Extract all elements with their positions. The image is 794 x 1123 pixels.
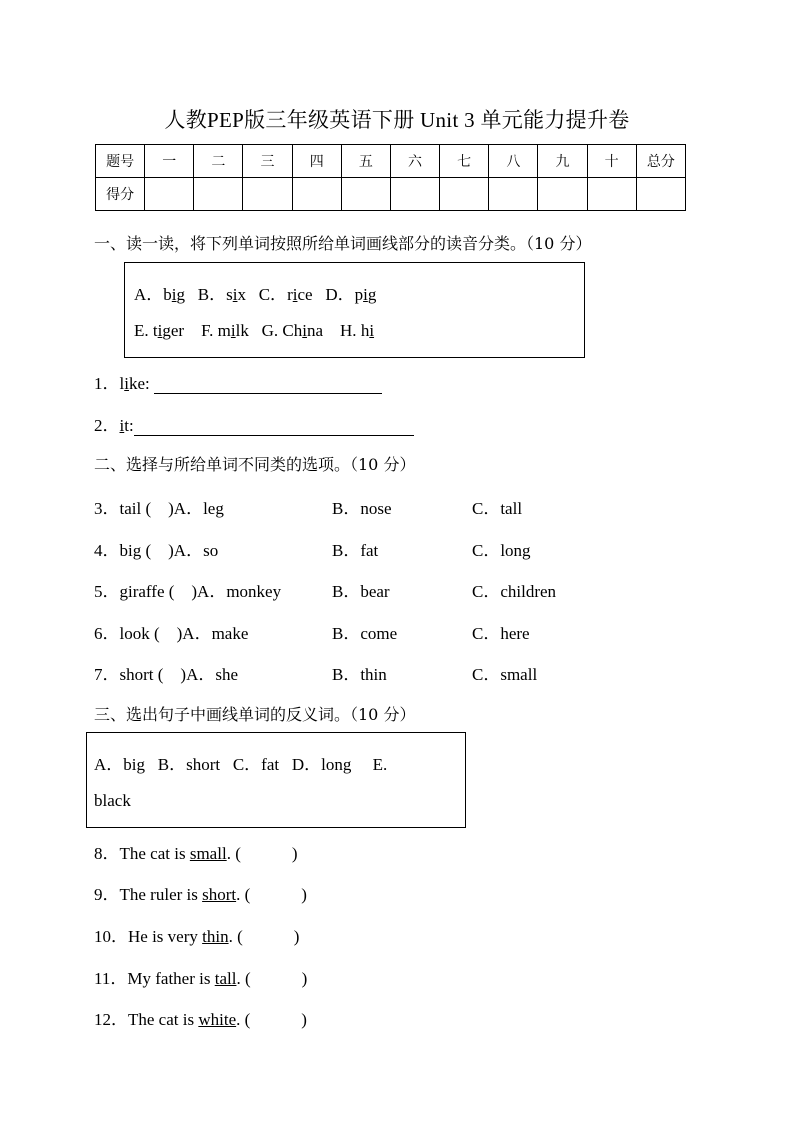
question-11: 11．My father is tall. ( ) bbox=[94, 969, 308, 988]
option-a: A．big bbox=[134, 285, 186, 304]
score-cell: 七 bbox=[440, 145, 489, 178]
score-input-cell[interactable] bbox=[292, 178, 341, 211]
option-b: B．six bbox=[197, 285, 246, 304]
antonym-bank-line-1: A．big B．short C．fat D．long E. bbox=[94, 755, 388, 774]
option-h: H. hi bbox=[340, 321, 375, 340]
question-1: 1．like: bbox=[94, 369, 382, 394]
score-input-cell[interactable] bbox=[538, 178, 587, 211]
score-table-header-row bbox=[96, 145, 686, 178]
answer-blank-2[interactable] bbox=[134, 417, 414, 436]
score-input-cell[interactable] bbox=[587, 178, 636, 211]
score-input-cell[interactable] bbox=[341, 178, 390, 211]
score-input-cell[interactable] bbox=[489, 178, 538, 211]
question-10: 10．He is very thin. ( ) bbox=[94, 927, 300, 946]
score-input-cell[interactable] bbox=[636, 178, 685, 211]
option-c: C．rice bbox=[258, 285, 313, 304]
score-cell: 题号 bbox=[96, 145, 145, 178]
section1-heading: 一、读一读，将下列单词按照所给单词画线部分的读音分类。（10 分） bbox=[94, 234, 592, 253]
score-input-cell[interactable] bbox=[440, 178, 489, 211]
antonym-bank-line-2: black bbox=[94, 791, 131, 810]
score-row-label: 得分 bbox=[96, 178, 145, 211]
antonym-bank-box bbox=[86, 732, 466, 828]
page-title: 人教PEP版三年级英语下册 Unit 3 单元能力提升卷 bbox=[164, 108, 630, 132]
score-input-cell[interactable] bbox=[390, 178, 439, 211]
score-cell: 十 bbox=[587, 145, 636, 178]
score-input-cell[interactable] bbox=[243, 178, 292, 211]
word-bank-box bbox=[124, 262, 585, 358]
question-9: 9．The ruler is short. ( ) bbox=[94, 885, 307, 904]
score-cell: 五 bbox=[341, 145, 390, 178]
question-12: 12．The cat is white. ( ) bbox=[94, 1010, 307, 1029]
score-cell: 九 bbox=[538, 145, 587, 178]
answer-blank-1[interactable] bbox=[154, 375, 382, 394]
question-2: 2．it: bbox=[94, 411, 414, 436]
score-input-cell[interactable] bbox=[194, 178, 243, 211]
option-e: E. tiger bbox=[134, 321, 185, 340]
score-cell: 八 bbox=[489, 145, 538, 178]
option-d: D．pig bbox=[325, 285, 377, 304]
section2-heading: 二、选择与所给单词不同类的选项。（10 分） bbox=[94, 455, 416, 474]
score-table bbox=[95, 144, 686, 211]
score-cell: 一 bbox=[145, 145, 194, 178]
score-table-score-row bbox=[96, 178, 686, 211]
word-bank-line-1 bbox=[134, 280, 376, 305]
section3-heading: 三、选出句子中画线单词的反义词。（10 分） bbox=[94, 705, 416, 724]
score-cell: 六 bbox=[390, 145, 439, 178]
score-input-cell[interactable] bbox=[145, 178, 194, 211]
option-g: G. China bbox=[261, 321, 324, 340]
score-cell: 三 bbox=[243, 145, 292, 178]
worksheet-page: 人教PEP版三年级英语下册 Unit 3 单元能力提升卷 题号 一 二 三 四 五 六 七 八 九 十 总分 得分 一、读一读，将下列单词按照所给单词画线部分的读音分类。（10 分） A．big B．six C．rice D．pig E. tiger F. milk G. China H. hi 1．like: 2．it: 二、选择与所给单词不同类的选项。（10 分） 3．tail ( )A．leg B．nose C．tall 4．big ( )A．so B．fat C．long 5．giraffe ( )A．monkey B．bear C．children 6．look ( )A．make B．come C．here 7．short ( )A．she B．thin C．small 三、选出句子中画线单词的反义词。（10 分） A．big B．short C．fat D．long E. black 8．The cat is small. ( ) 9．The ruler is short. ( ) 10．He is very thin. ( ) 11．My father is tall. ( ) 12．The cat is white. ( ) bbox=[0, 0, 794, 1123]
question-8: 8．The cat is small. ( ) bbox=[94, 844, 298, 863]
word-bank-line-2 bbox=[134, 321, 374, 341]
score-cell: 二 bbox=[194, 145, 243, 178]
option-f: F. milk bbox=[201, 321, 249, 340]
score-cell: 四 bbox=[292, 145, 341, 178]
score-cell: 总分 bbox=[636, 145, 685, 178]
